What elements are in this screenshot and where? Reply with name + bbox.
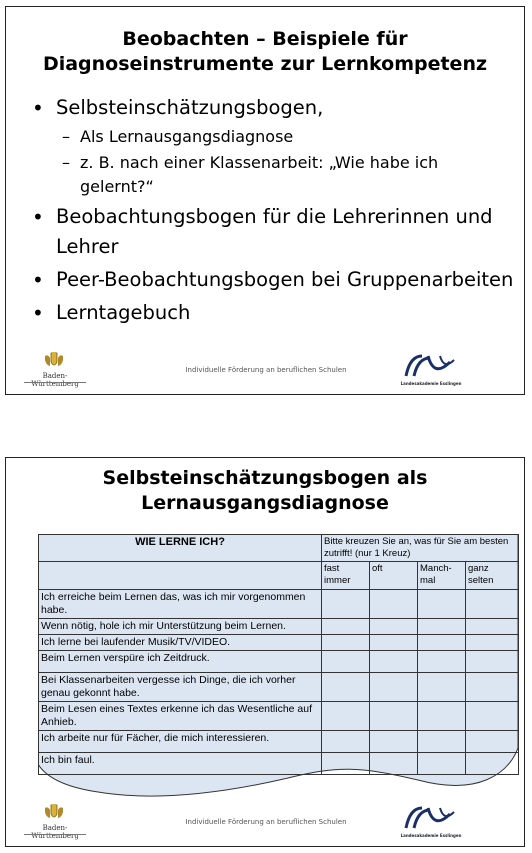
bullet-item: • Peer-Beobachtungsbogen bei Gruppenarbeiten xyxy=(26,265,516,295)
question-text: Ich lerne bei laufender Musik/TV/VIDEO. xyxy=(39,635,322,651)
table-row xyxy=(39,651,519,673)
slide-footer xyxy=(6,800,524,846)
question-text: Beim Lernen verspüre ich Zeitdruck. xyxy=(39,651,322,673)
checkbox-cell[interactable] xyxy=(466,702,519,731)
checkbox-cell[interactable] xyxy=(466,619,519,635)
table-row xyxy=(39,731,519,753)
checkbox-cell[interactable] xyxy=(466,635,519,651)
checkbox-cell[interactable] xyxy=(322,731,370,753)
checkbox-cell[interactable] xyxy=(370,651,418,673)
slide-title xyxy=(6,27,524,77)
checkbox-cell[interactable] xyxy=(370,635,418,651)
instruction-text: Bitte kreuzen Sie an, was für Sie am besten zutrifft! (nur 1 Kreuz) xyxy=(322,535,519,562)
table-row xyxy=(39,590,519,619)
slide-2 xyxy=(5,457,525,847)
table-row xyxy=(39,753,519,775)
assessment-table xyxy=(38,534,519,775)
checkbox-cell[interactable] xyxy=(466,731,519,753)
empty-cell xyxy=(39,562,322,590)
bullet-dot: • xyxy=(32,205,44,229)
bullet-dot: • xyxy=(32,301,44,325)
logo-right-text: Landesakademie Esslingen xyxy=(400,833,462,838)
option-fast-immer: fast immer xyxy=(322,562,370,590)
question-text: Ich arbeite nur für Fächer, die mich interessieren. xyxy=(39,731,322,753)
wave-logo-icon xyxy=(400,350,462,382)
question-text: Wenn nötig, hole ich mir Unterstützung beim Lernen. xyxy=(39,619,322,635)
sub-item: – z. B. nach einer Klassenarbeit: „Wie habe ich gelernt?“ xyxy=(62,153,439,196)
checkbox-cell[interactable] xyxy=(418,590,466,619)
table-row xyxy=(39,619,519,635)
title-line-2: Lernausgangsdiagnose xyxy=(141,492,389,514)
bullet-dot: • xyxy=(32,96,44,120)
question-text: Beim Lesen eines Textes erkenne ich das Wesentliche auf Anhieb. xyxy=(39,702,322,731)
footer-text: Individuelle Förderung an beruflichen Schulen xyxy=(185,818,347,826)
checkbox-cell[interactable] xyxy=(370,619,418,635)
checkbox-cell[interactable] xyxy=(418,702,466,731)
checkbox-cell[interactable] xyxy=(370,731,418,753)
logo-right-text: Landesakademie Esslingen xyxy=(400,381,462,386)
checkbox-cell[interactable] xyxy=(322,673,370,702)
checkbox-cell[interactable] xyxy=(466,673,519,702)
checkbox-cell[interactable] xyxy=(322,590,370,619)
checkbox-cell[interactable] xyxy=(322,753,370,775)
header-question: WIE LERNE ICH? xyxy=(39,535,322,562)
checkbox-cell[interactable] xyxy=(418,673,466,702)
table-row xyxy=(39,673,519,702)
checkbox-cell[interactable] xyxy=(322,702,370,731)
option-oft: oft xyxy=(370,562,418,590)
checkbox-cell[interactable] xyxy=(466,590,519,619)
bullet-item: • Selbsteinschätzungsbogen, – Als Lernausgangsdiagnose – z. B. nach einer Klassenarbeit: „Wie habe ich gelernt?“ xyxy=(26,93,516,199)
self-assessment-form xyxy=(38,534,518,804)
slide-1 xyxy=(5,6,525,395)
question-text: Ich erreiche beim Lernen das, was ich mir vorgenommen habe. xyxy=(39,590,322,619)
coat-of-arms-icon xyxy=(42,804,66,822)
bullet-list xyxy=(26,93,516,331)
checkbox-cell[interactable] xyxy=(370,590,418,619)
checkbox-cell[interactable] xyxy=(370,702,418,731)
checkbox-cell[interactable] xyxy=(370,673,418,702)
landesakademie-logo xyxy=(400,350,462,390)
checkbox-cell[interactable] xyxy=(418,635,466,651)
checkbox-cell[interactable] xyxy=(466,651,519,673)
wave-logo-icon xyxy=(400,802,462,834)
options-row xyxy=(39,562,519,590)
footer-text: Individuelle Förderung an beruflichen Schulen xyxy=(185,366,347,374)
baden-wuerttemberg-logo xyxy=(20,804,90,844)
checkbox-cell[interactable] xyxy=(418,651,466,673)
title-line-2: Diagnoseinstrumente zur Lernkompetenz xyxy=(42,53,488,75)
dash-icon: – xyxy=(62,153,70,172)
logo-underline xyxy=(24,382,86,386)
checkbox-cell[interactable] xyxy=(322,619,370,635)
table-row xyxy=(39,635,519,651)
option-manchmal: Manch-mal xyxy=(418,562,466,590)
landesakademie-logo xyxy=(400,802,462,842)
coat-of-arms-icon xyxy=(42,352,66,370)
checkbox-cell[interactable] xyxy=(322,635,370,651)
baden-wuerttemberg-logo xyxy=(20,352,90,392)
logo-underline xyxy=(24,834,86,838)
slide-footer xyxy=(6,348,524,394)
option-ganz-selten: ganz selten xyxy=(466,562,519,590)
title-line-1: Selbsteinschätzungsbogen als xyxy=(102,467,428,489)
checkbox-cell[interactable] xyxy=(370,753,418,775)
question-text: Bei Klassenarbeiten vergesse ich Dinge, die ich vorher genau gekonnt habe. xyxy=(39,673,322,702)
bullet-item: • Lerntagebuch xyxy=(26,298,516,328)
checkbox-cell[interactable] xyxy=(466,753,519,775)
bullet-dot: • xyxy=(32,268,44,292)
logo-left-text: Baden-Württemberg xyxy=(31,372,79,388)
checkbox-cell[interactable] xyxy=(322,651,370,673)
sub-item: – Als Lernausgangsdiagnose xyxy=(56,125,516,149)
question-text: Ich bin faul. xyxy=(39,753,322,775)
sub-list xyxy=(56,125,516,199)
checkbox-cell[interactable] xyxy=(418,753,466,775)
title-line-1: Beobachten – Beispiele für xyxy=(122,28,408,50)
bullet-item: • Beobachtungsbogen für die Lehrerinnen und Lehrer xyxy=(26,202,516,262)
checkbox-cell[interactable] xyxy=(418,619,466,635)
logo-left-text: Baden-Württemberg xyxy=(31,824,79,840)
table-header-row xyxy=(39,535,519,562)
table-row xyxy=(39,702,519,731)
dash-icon: – xyxy=(62,127,70,146)
checkbox-cell[interactable] xyxy=(418,731,466,753)
slide-title xyxy=(6,466,524,516)
